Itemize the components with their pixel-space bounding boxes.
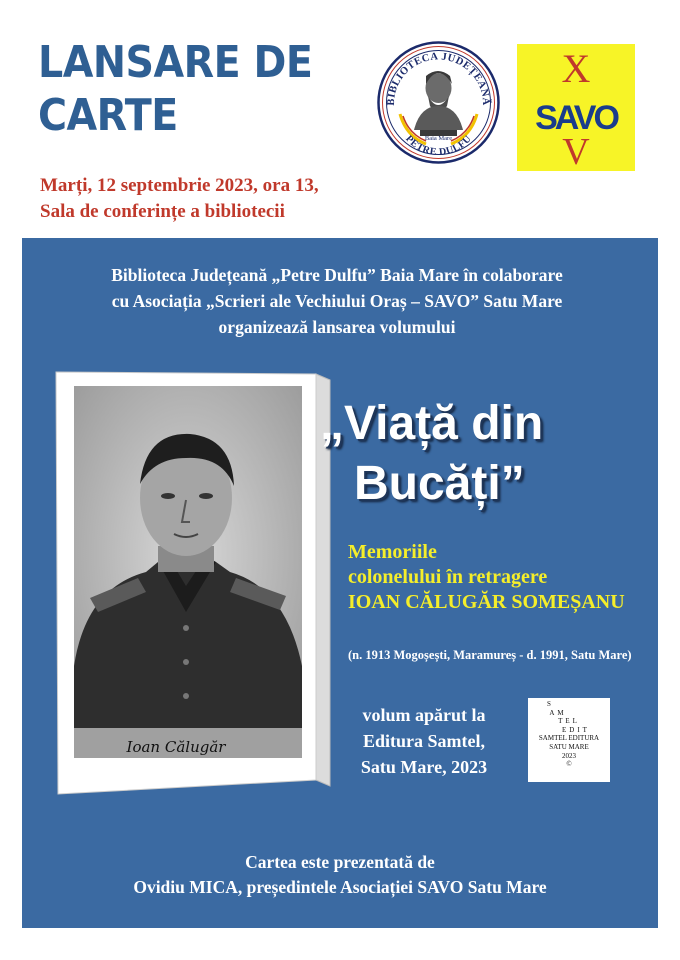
samtel-logo: [528, 698, 610, 782]
samtel-row-4: EDIT: [562, 725, 590, 734]
publication-line-3: Satu Mare, 2023: [360, 757, 488, 777]
library-logo: [376, 40, 501, 165]
publication-line-1: volum apărut la: [362, 705, 486, 725]
savo-logo: [517, 44, 635, 171]
book-cover: [46, 366, 336, 796]
title-line-2: CARTE: [38, 90, 178, 141]
memoir-line-1: Memoriile: [348, 541, 437, 563]
samtel-row-1: S: [547, 700, 551, 708]
event-location: Sala de conferințe a bibliotecii: [40, 201, 285, 222]
samtel-row-7: 2023: [562, 751, 576, 760]
publication-info: [344, 702, 504, 780]
library-arc-text: BIBLIOTECA JUDEȚEANĂ: [385, 51, 492, 106]
samtel-row-5: SAMTEL EDITURA: [538, 734, 600, 743]
book-subtitle: [348, 540, 648, 615]
savo-top-numeral: X: [561, 46, 591, 91]
book-title-line-1: „Viață din: [320, 397, 544, 450]
publication-line-2: Editura Samtel,: [362, 731, 485, 751]
savo-bottom-numeral: V: [562, 131, 590, 171]
library-name-text: PETRE DULFU: [403, 133, 474, 159]
samtel-row-8: ©: [566, 760, 572, 769]
library-city-text: Baia Mare: [424, 135, 453, 142]
page-title: [38, 36, 368, 142]
book-title-line-2: Bucăți”: [354, 457, 525, 510]
savo-name: SAVO: [535, 99, 617, 137]
signature: Ioan Călugăr: [126, 738, 226, 756]
presenter-line-2: Ovidiu MICA, președintele Asociației SAVO Satu Mare: [133, 877, 547, 897]
presenter-info: [62, 850, 618, 900]
title-line-1: LANSARE DE: [38, 37, 313, 88]
event-date-location: [40, 173, 380, 225]
event-date: Marți, 12 septembrie 2023, ora 13,: [40, 175, 319, 196]
author-name: IOAN CĂLUGĂR SOMEȘANU: [348, 591, 625, 613]
book-title: [314, 394, 644, 514]
samtel-row-6: SATU MARE: [549, 742, 589, 751]
intro-text: Biblioteca Județeană „Petre Dulfu” Baia Mare în colaborare cu Asociația „Scrieri ale Vechiului Oraș – SAVO” Satu Mare organizează lansarea volumului: [111, 265, 563, 337]
author-life-dates: (n. 1913 Mogoșești, Maramureș - d. 1991, Satu Mare): [348, 648, 632, 662]
presenter-line-1: Cartea este prezentată de: [245, 852, 435, 872]
main-panel: [22, 238, 658, 928]
memoir-line-2: colonelului în retragere: [348, 566, 548, 588]
samtel-row-2: AM: [549, 708, 567, 717]
samtel-row-3: TEL: [558, 717, 580, 726]
